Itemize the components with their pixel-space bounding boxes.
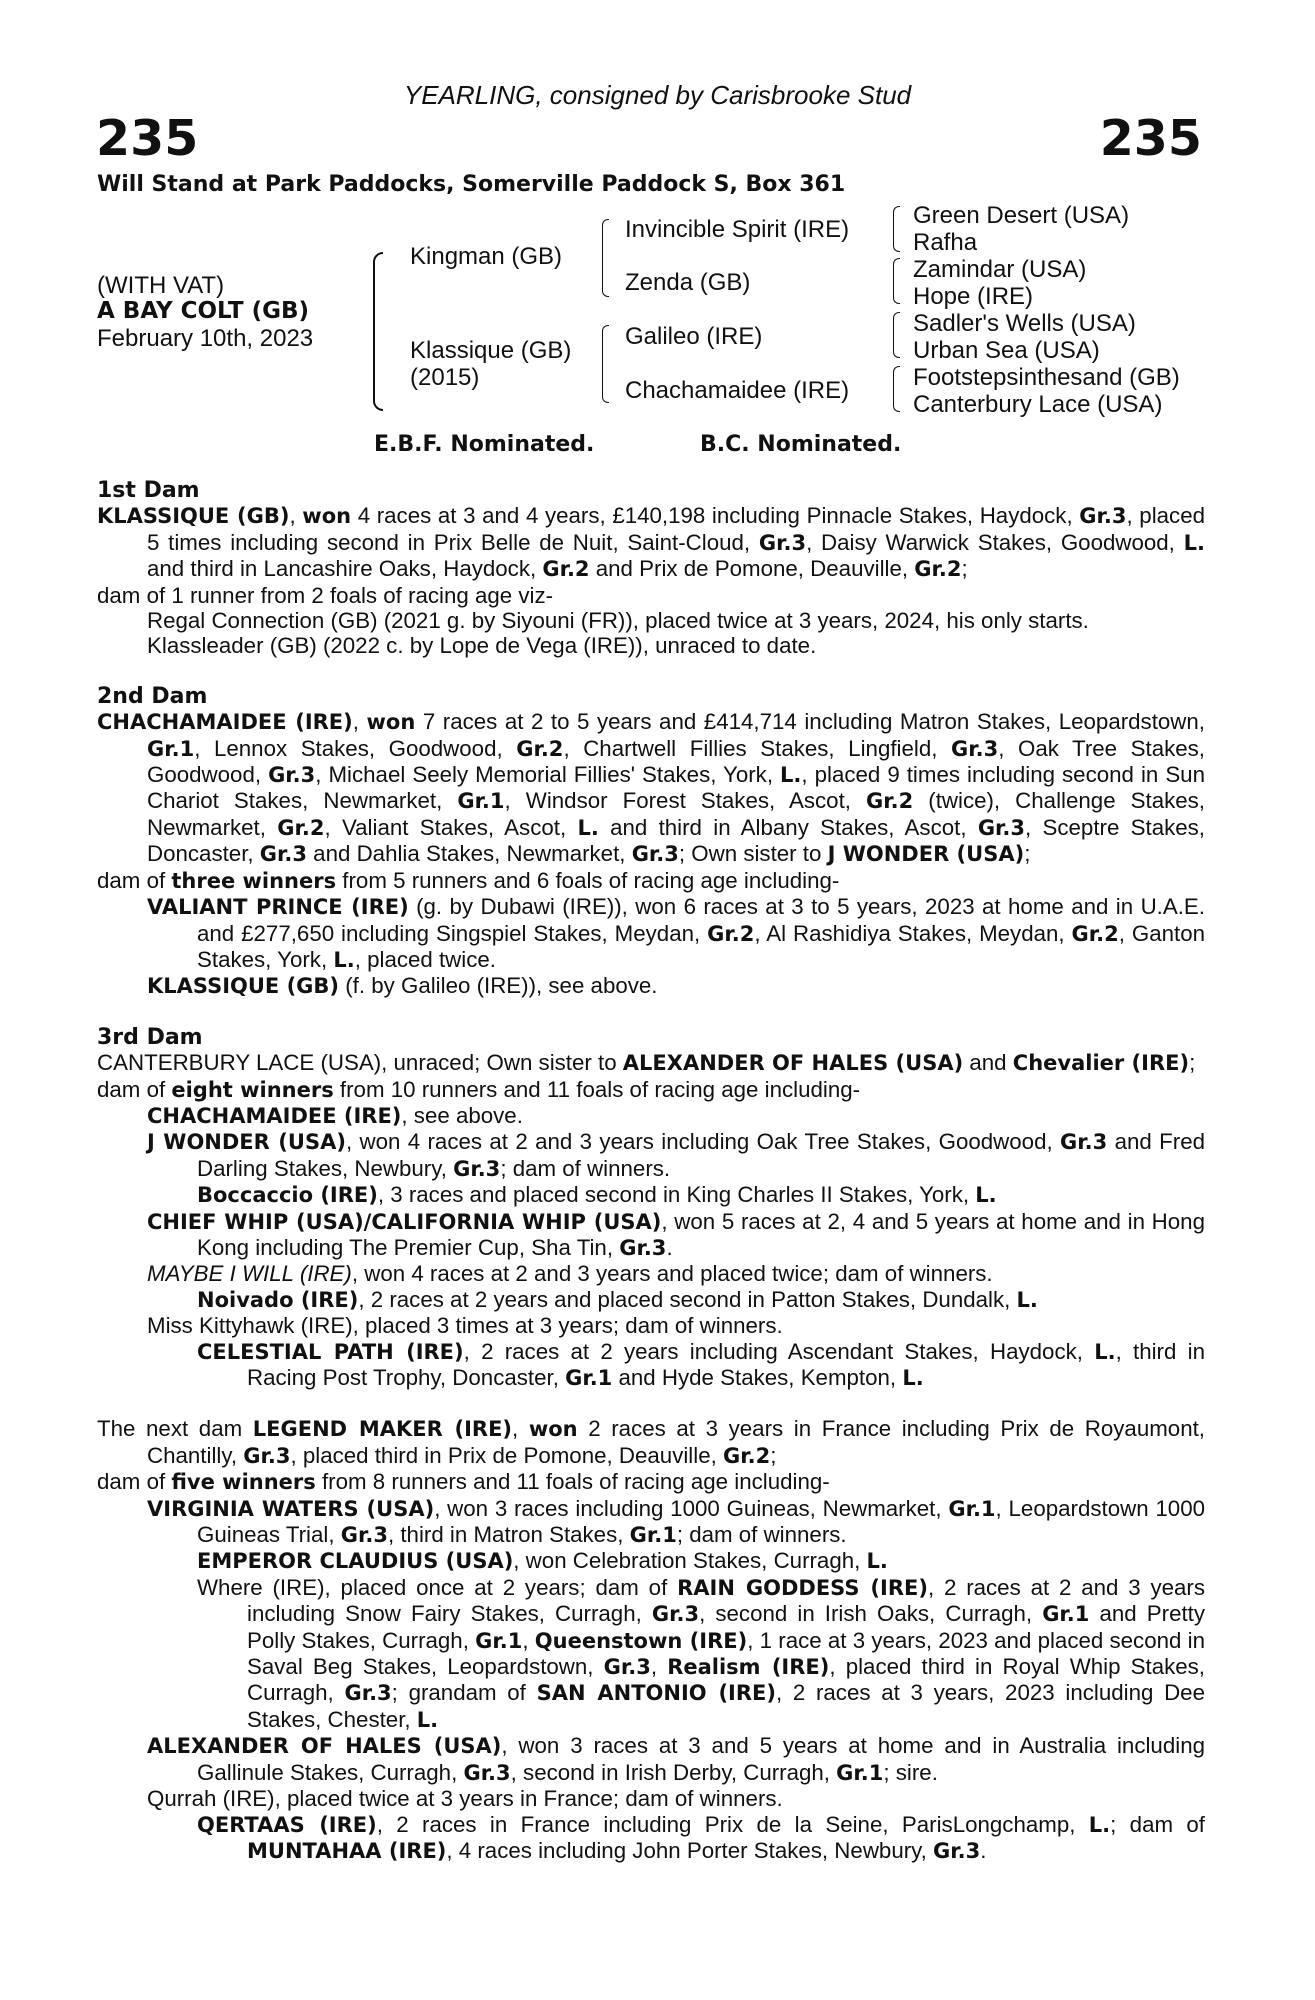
gg-2: Rafha [913,229,978,256]
horse-name: A BAY COLT (GB) [97,298,310,324]
entry-miss-kittyhawk: Miss Kittyhawk (IRE), placed 3 times at 3 years; dam of winners. [147,1313,783,1339]
dam-year: (2015) [410,364,480,391]
entry-where: Where (IRE), placed once at 2 years; dam of RAIN GODDESS (IRE), 2 races at 2 and 3 years including Snow Fairy Stakes, Curragh, Gr.3, second in Irish Oaks, Curragh, Gr.1 and Pretty Polly Stakes, Curragh, Gr.1, Queenstown (IRE), 1 race at 3 years, 2023 and placed second in Saval Beg Stakes, Leopardstown, Gr.3, Realism (IRE), placed third in Royal Whip Stakes, Curragh, Gr.3; grandam of SAN ANTONIO (IRE), 2 races at 3 years, 2023 including Dee Stakes, Chester, L. [197,1574,1206,1732]
entry-legend-maker: The next dam LEGEND MAKER (IRE), won 2 races at 3 years in France including Prix de Royaumont, Chantilly, Gr.3, placed third in Prix de Pomone, Deauville, Gr.2; [97,1416,1205,1468]
entry-dam-of-eight: dam of eight winners from 10 runners and 11 foals of racing age including- [97,1076,861,1102]
vat-label: (WITH VAT) [97,272,225,299]
gg-8: Canterbury Lace (USA) [913,391,1163,418]
entry-klassleader: Klassleader (GB) (2022 c. by Lope de Vega (IRE)), unraced to date. [147,633,817,659]
entry-klassique: KLASSIQUE (GB), won 4 races at 3 and 4 years, £140,198 including Pinnacle Stakes, Haydock, Gr.3, placed 5 times including second in Prix Belle de Nuit, Saint-Cloud, Gr.3, Daisy Warwick Stakes, Goodwood, L. and third in Lancashire Oaks, Haydock, Gr.2 and Prix de Pomone, Deauville, Gr.2; [97,503,1206,582]
bc-nomination: B.C. Nominated. [700,432,902,457]
sire-brace [602,219,609,297]
entry-noivado: Noivado (IRE), 2 races at 2 years and placed second in Patton Stakes, Dundalk, L. [197,1286,1038,1312]
gg-1: Green Desert (USA) [913,202,1130,229]
entry-celestial-path: CELESTIAL PATH (IRE), 2 races at 2 years including Ascendant Stakes, Haydock, L., third in Racing Post Trophy, Doncaster, Gr.1 and Hyde Stakes, Kempton, L. [197,1338,1205,1390]
ebf-nomination: E.B.F. Nominated. [374,432,595,457]
entry-chachamaidee-ref: CHACHAMAIDEE (IRE), see above. [147,1102,523,1128]
gg-3: Zamindar (USA) [913,256,1087,283]
gg-7: Footstepsinthesand (GB) [913,364,1180,391]
foaling-date: February 10th, 2023 [97,325,314,352]
consignment-line: YEARLING, consigned by Carisbrooke Stud [403,80,912,110]
entry-j-wonder: J WONDER (USA), won 4 races at 2 and 3 years including Oak Tree Stakes, Goodwood, Gr.3 and Fred Darling Stakes, Newbury, Gr.3; dam of winners. [147,1129,1205,1181]
entry-canterbury-lace: CANTERBURY LACE (USA), unraced; Own sister to ALEXANDER OF HALES (USA) and Chevalier (IRE); [97,1050,1196,1076]
entry-virginia-waters: VIRGINIA WATERS (USA), won 3 races including 1000 Guineas, Newmarket, Gr.1, Leopardstown 1000 Guineas Trial, Gr.3, third in Matron Stakes, Gr.1; dam of winners. [147,1495,1206,1548]
entry-chief-whip: CHIEF WHIP (USA)/CALIFORNIA WHIP (USA), won 5 races at 2, 4 and 5 years at home and in Hong Kong including The Premier Cup, Sha Tin, Gr.3. [147,1208,1205,1260]
main-brace [373,252,383,411]
entry-valiant-prince: VALIANT PRINCE (IRE) (g. by Dubawi (IRE)), won 6 races at 3 to 5 years, 2023 at home and in U.A.E. and £277,650 including Singspiel Stakes, Meydan, Gr.2, Al Rashidiya Stakes, Meydan, Gr.2, Ganton Stakes, York, L., placed twice. [147,894,1205,972]
dam-sire: Galileo (IRE) [625,323,763,350]
sire-sire: Invincible Spirit (IRE) [625,216,850,243]
sire: Kingman (GB) [410,243,563,270]
sire-dam: Zenda (GB) [625,269,751,296]
lot-number-left: 235 [96,110,199,167]
g-brace-2 [893,258,900,304]
gg-6: Urban Sea (USA) [913,337,1100,364]
g-brace-4 [893,366,900,412]
entry-dam-of-five: dam of five winners from 8 runners and 11 foals of racing age including- [97,1469,830,1495]
entry-emperor-claudius: EMPEROR CLAUDIUS (USA), won Celebration Stakes, Curragh, L. [197,1548,888,1574]
lot-number-right: 235 [1099,110,1202,167]
entry-maybe-i-will: MAYBE I WILL (IRE), won 4 races at 2 and 3 years and placed twice; dam of winners. [147,1261,993,1287]
entry-boccaccio: Boccaccio (IRE), 3 races and placed second in King Charles II Stakes, York, L. [197,1182,997,1208]
entry-qurrah: Qurrah (IRE), placed twice at 3 years in France; dam of winners. [147,1786,783,1812]
g-brace-3 [893,312,900,358]
section-2nd-dam: 2nd Dam [97,683,208,709]
gg-4: Hope (IRE) [913,283,1034,310]
catalogue-body [97,478,1205,1864]
entry-klassique-ref: KLASSIQUE (GB) (f. by Galileo (IRE)), see above. [147,973,658,999]
entry-alexander-of-hales: ALEXANDER OF HALES (USA), won 3 races at 3 and 5 years at home and in Australia including Gallinule Stakes, Curragh, Gr.3, second in Irish Derby, Curragh, Gr.1; sire. [147,1733,1205,1785]
entry-regal-connection: Regal Connection (GB) (2021 g. by Siyouni (FR)), placed twice at 3 years, 2024, his only starts. [147,608,1089,634]
g-brace-1 [893,206,900,252]
section-3rd-dam: 3rd Dam [97,1024,203,1050]
dam: Klassique (GB) [410,337,572,364]
venue-line: Will Stand at Park Paddocks, Somerville Paddock S, Box 361 [97,172,846,197]
section-1st-dam: 1st Dam [97,478,200,503]
dam-brace [602,325,609,403]
dam-dam: Chachamaidee (IRE) [625,377,850,404]
gg-5: Sadler's Wells (USA) [913,310,1136,337]
entry-dam-of-three: dam of three winners from 5 runners and 6 foals of racing age including- [97,867,840,893]
entry-chachamaidee: CHACHAMAIDEE (IRE), won 7 races at 2 to 5 years and £414,714 including Matron Stakes, Leopardstown, Gr.1, Lennox Stakes, Goodwood, Gr.2, Chartwell Fillies Stakes, Lingfield, Gr.3, Oak Tree Stakes, Goodwood, Gr.3, Michael Seely Memorial Fillies' Stakes, York, L., placed 9 times including second in Sun Chariot Stakes, Newmarket, Gr.1, Windsor Forest Stakes, Ascot, Gr.2 (twice), Challenge Stakes, Newmarket, Gr.2, Valiant Stakes, Ascot, L. and third in Albany Stakes, Ascot, Gr.3, Sceptre Stakes, Doncaster, Gr.3 and Dahlia Stakes, Newmarket, Gr.3; Own sister to J WONDER (USA); [97,709,1205,867]
entry-qertaas: QERTAAS (IRE), 2 races in France including Prix de la Seine, ParisLongchamp, L.; dam of MUNTAHAA (IRE), 4 races including John Porter Stakes, Newbury, Gr.3. [197,1811,1205,1863]
entry-dam-of-1: dam of 1 runner from 2 foals of racing age viz- [97,582,554,608]
